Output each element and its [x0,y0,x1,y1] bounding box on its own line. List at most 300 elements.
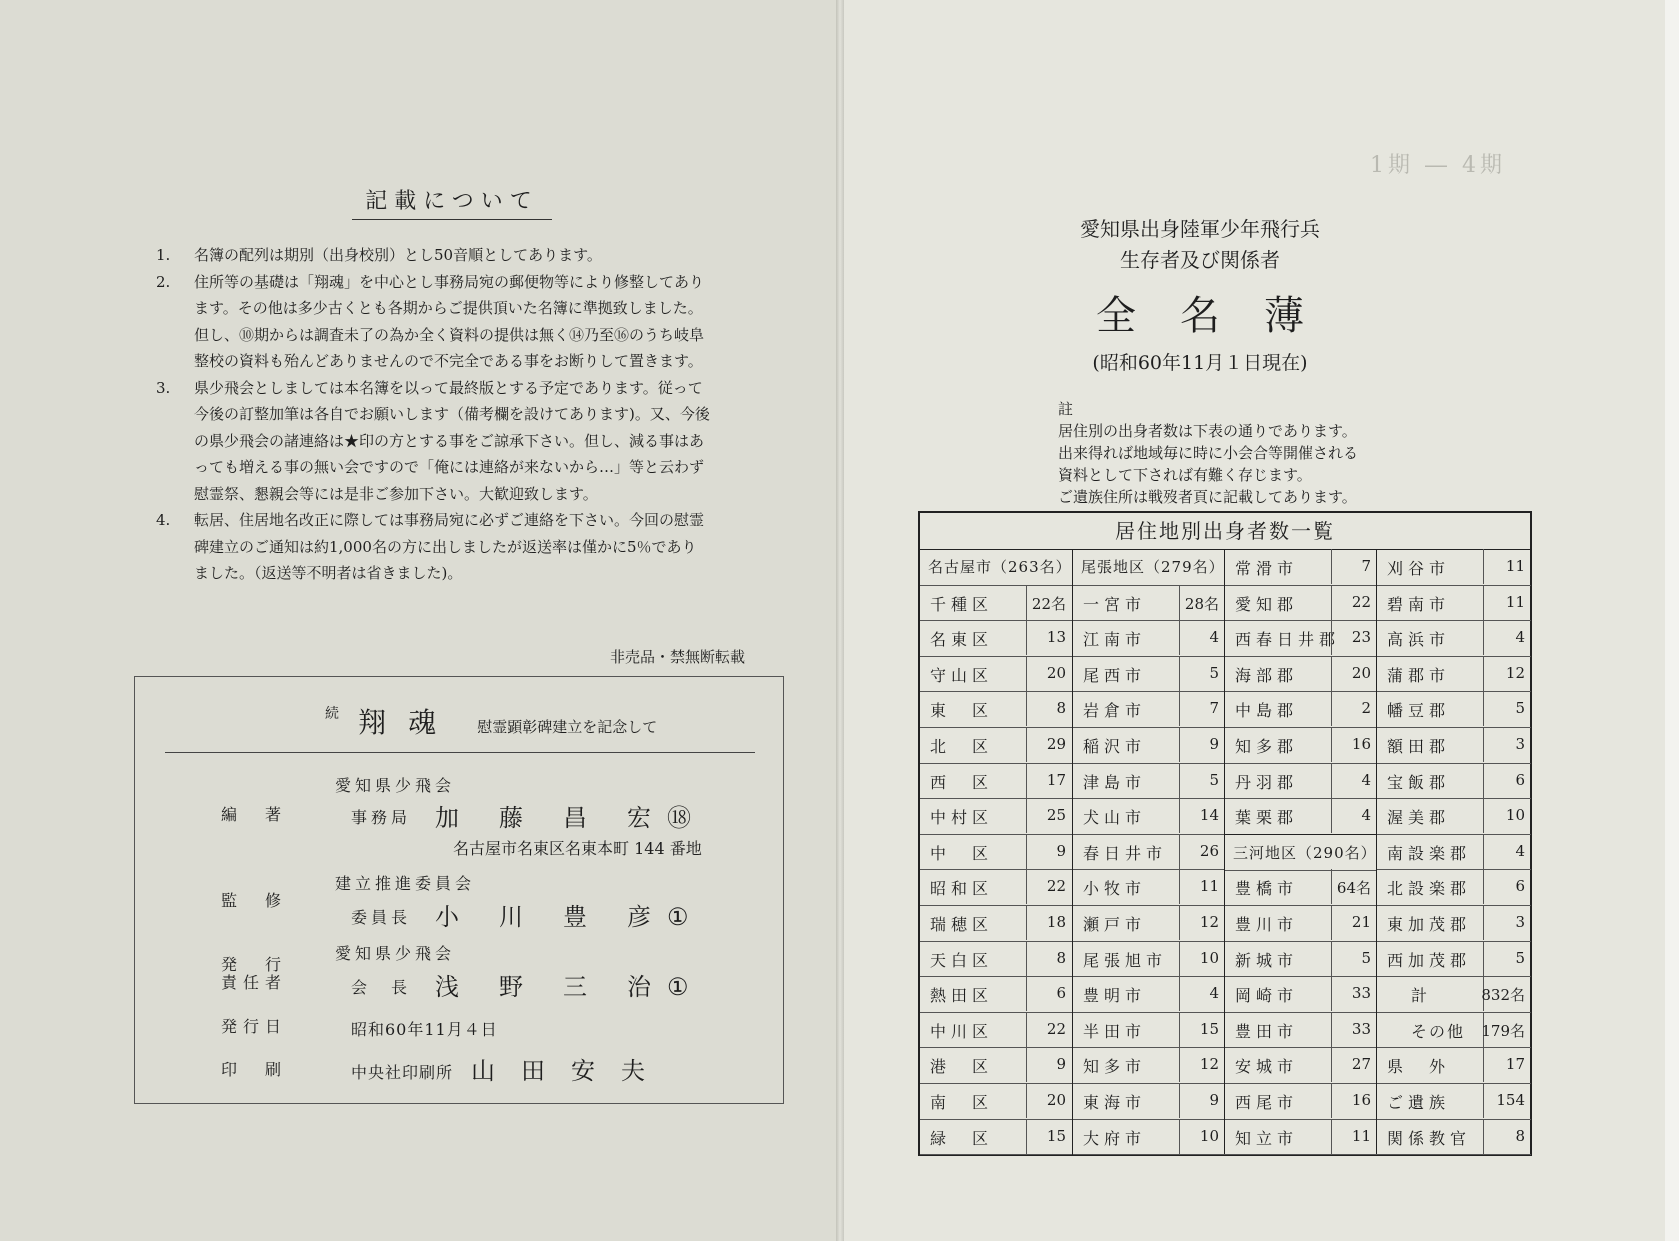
row-divider [1179,1083,1180,1118]
row-count: 5 [1515,699,1525,718]
row-count: 20 [1046,663,1066,682]
row-divider [1026,941,1027,976]
row-place: 尾西市 [1083,665,1147,685]
row-divider [1179,620,1180,655]
note-line: の県少飛会の諸連絡は★印の方とする事をご諒承下さい。但し、減る事はあ [194,431,705,450]
row-count: 4 [1515,841,1525,860]
table-column-gun-mikawa [1224,549,1377,1154]
row-count: 179名 [1481,1021,1525,1040]
row-divider [1331,1012,1332,1047]
row-place: 江南市 [1083,630,1147,650]
row-count: 8 [1515,1126,1525,1145]
row-divider [1179,834,1180,869]
row-count: 8 [1056,948,1066,967]
row-place: 渥美郡 [1387,808,1451,828]
row-count: 5 [1209,663,1219,682]
row-count: 9 [1056,841,1066,860]
supervisor-role: 委員長 [351,908,412,927]
row-place: 津島市 [1083,772,1147,792]
note-line: ました。（返送等不明者は省きました)。 [194,564,463,582]
row-divider [1026,869,1027,904]
table-row [920,1119,1072,1156]
row-divider [1331,620,1332,655]
table-column-nagoya [920,549,1072,1154]
row-divider [1179,1119,1180,1154]
row-place: 関係教官 [1387,1128,1472,1148]
table-row [1377,727,1531,764]
editor-address: 名古屋市名東区名東本町 144 番地 [453,839,702,858]
row-place: 中島郡 [1235,701,1299,721]
row-place: 南設楽郡 [1387,843,1472,863]
row-divider [1179,763,1180,798]
table-row [1377,869,1531,906]
row-place: 岩倉市 [1083,701,1147,721]
memo-line: ご遺族住所は戦歿者頁に記載してあります。 [1058,488,1357,506]
table-row [1377,976,1531,1013]
book-gutter [836,0,844,1241]
table-row [1377,834,1531,871]
publisher-label-2: 責任者 [221,973,288,992]
row-place: 港 区 [930,1057,994,1077]
table-row [1377,763,1531,800]
row-count: 9 [1209,735,1219,753]
row-count: 6 [1515,877,1525,896]
supervisor-org: 建立推進委員会 [335,874,476,893]
row-place: 海部郡 [1235,665,1299,685]
row-divider [1483,1083,1484,1118]
table-row [920,620,1072,657]
row-divider [1331,941,1332,976]
row-divider [1179,798,1180,833]
row-divider [1331,1047,1332,1082]
table-section-header [920,549,1072,586]
table-row [920,691,1072,728]
row-place: 西尾市 [1235,1093,1299,1112]
row-divider [1483,905,1484,940]
table-row [1073,941,1225,978]
row-place: 千種区 [930,594,994,614]
row-place: 北設楽郡 [1387,879,1472,899]
row-divider [1483,798,1484,833]
table-row [1073,1047,1225,1084]
row-count: 22 [1046,1019,1066,1038]
row-count: 20 [1046,1091,1066,1109]
row-divider [1331,549,1332,584]
row-divider [1026,620,1027,655]
table-row [920,869,1072,906]
table-column-mikawa-totals [1376,549,1531,1154]
row-place: 緑 区 [930,1128,994,1148]
table-row [920,905,1072,942]
table-row [920,834,1072,871]
printer-name: 山 田 安 夫 [471,1057,645,1085]
row-count: 154 [1496,1091,1525,1109]
row-count: 10 [1199,948,1219,967]
colophon-title [325,701,657,741]
row-count: 11 [1199,877,1219,896]
table-row [1073,834,1225,871]
row-count: 10 [1199,1126,1219,1145]
row-place: 知立市 [1235,1128,1299,1148]
table-row [1225,941,1377,978]
row-place: 豊川市 [1235,915,1299,934]
row-count: 2 [1361,699,1371,718]
row-divider [1026,691,1027,726]
note-line: ます。その他は多少古くとも各期からご提供頂いた名簿に準拠致しました。 [194,299,703,317]
table-row [1225,656,1377,693]
table-row [1377,941,1531,978]
table-row [1073,763,1225,800]
table-row [1225,798,1377,835]
row-divider [1483,549,1484,584]
row-place: 小牧市 [1083,879,1147,899]
table-row [1073,1119,1225,1156]
row-count: 18 [1046,913,1066,931]
editor-role: 事務局 [351,808,412,827]
table-row [1225,1119,1377,1156]
table-row [1377,1047,1531,1084]
table-row [1225,1047,1377,1084]
table-row [920,976,1072,1013]
zoku-label: 続 [325,706,339,722]
row-divider [1179,1012,1180,1047]
row-count: 20 [1351,663,1371,682]
table-row [920,941,1072,978]
row-place: 天白区 [930,950,994,970]
row-divider [1026,1119,1027,1154]
row-count: 22名 [1031,594,1066,613]
row-count: 12 [1199,1055,1219,1074]
row-divider [1483,834,1484,869]
row-divider [1026,905,1027,940]
row-place: 蒲郡市 [1387,665,1451,685]
row-place: 岡崎市 [1235,986,1299,1006]
row-divider [1331,905,1332,940]
row-place: 瀬戸市 [1083,915,1147,934]
row-count: 7 [1361,557,1371,575]
table-row [1377,1012,1531,1049]
row-divider [1331,798,1332,833]
row-place: 名古屋市（263名） [928,558,1072,576]
row-place: 安城市 [1235,1057,1299,1077]
row-place: 丹羽郡 [1235,772,1299,792]
table-row [1073,1012,1225,1049]
row-place: 東海市 [1083,1093,1147,1112]
row-count: 832名 [1481,986,1525,1005]
row-count: 16 [1351,735,1371,753]
row-count: 28名 [1184,594,1219,613]
colophon-divider [165,752,755,753]
row-place: 熱田区 [930,986,994,1006]
colophon-box [134,676,784,1104]
table-row [1073,869,1225,906]
table-row [920,727,1072,764]
table-row [1225,620,1377,657]
row-count: 11 [1351,1126,1371,1145]
roster-date: (昭和60年11月１日現在) [1092,352,1308,374]
note-number: 3. [156,378,171,397]
row-count: 4 [1209,628,1219,647]
date-value: 昭和60年11月４日 [351,1020,498,1039]
row-divider [1026,834,1027,869]
note-number: 4. [156,511,171,529]
row-count: 12 [1505,663,1525,682]
row-place: 大府市 [1083,1128,1147,1148]
row-divider [1483,656,1484,691]
row-place: 葉栗郡 [1235,808,1299,828]
table-row [1225,869,1377,906]
table-row [1225,1012,1377,1049]
row-divider [1179,585,1180,620]
row-divider [1483,691,1484,726]
table-row [1073,691,1225,728]
row-count: 5 [1209,770,1219,789]
row-divider [1331,727,1332,762]
row-count: 10 [1505,806,1525,825]
note-item [150,242,762,269]
row-count: 33 [1351,1019,1371,1038]
row-divider [1179,941,1180,976]
table-row [1073,656,1225,693]
row-count: 9 [1209,1091,1219,1109]
note-line: 住所等の基礎は「翔魂」を中心とし事務局宛の郵便物等により修整してあり [194,272,705,291]
row-place: ご遺族 [1387,1093,1451,1112]
row-count: 22 [1351,592,1371,611]
note-item [150,269,762,375]
note-number: 1. [156,246,171,264]
table-row [1377,620,1531,657]
row-divider [1331,763,1332,798]
row-count: 5 [1515,948,1525,967]
row-place: 昭和区 [930,879,994,899]
table-row [1377,691,1531,728]
row-divider [1331,691,1332,726]
row-count: 25 [1046,806,1066,825]
row-count: 15 [1046,1126,1066,1145]
row-divider [1331,976,1332,1011]
row-divider [1026,656,1027,691]
table-row [1073,1083,1225,1120]
notes-list [150,242,762,587]
table-row [1377,1119,1531,1156]
residence-table [918,511,1532,1156]
roster-title-line2: 生存者及び関係者 [1120,248,1280,272]
table-row [1377,585,1531,622]
row-divider [1179,869,1180,904]
row-divider [1179,976,1180,1011]
row-count: 8 [1056,699,1066,718]
table-row [1225,585,1377,622]
row-place: 瑞穂区 [930,915,994,934]
row-place: 新城市 [1235,950,1299,970]
row-count: 4 [1361,770,1371,789]
row-divider [1026,1083,1027,1118]
table-row [1073,905,1225,942]
row-count: 33 [1351,984,1371,1003]
table-row [920,1047,1072,1084]
row-divider [1179,691,1180,726]
row-count: 7 [1209,699,1219,718]
row-place: その他 [1411,1021,1466,1041]
row-divider [1026,585,1027,620]
note-line: 名簿の配列は期別（出身校別）とし50音順としてあります。 [194,246,602,264]
row-count: 27 [1351,1055,1371,1074]
table-row [1225,549,1377,586]
row-place: 碧南市 [1387,594,1451,614]
row-divider [1026,798,1027,833]
memo-line: 出来得れば地域毎に時に小会合等開催される [1058,444,1359,462]
row-count: 64名 [1336,879,1371,898]
table-row [1225,727,1377,764]
row-divider [1331,869,1332,904]
row-count: 17 [1505,1055,1525,1074]
row-divider [1483,869,1484,904]
row-place: 南 区 [930,1093,994,1112]
roster-main-title: 全名薄 [1096,293,1348,339]
row-place: 額田郡 [1387,737,1451,756]
printer-label: 印 刷 [221,1060,288,1079]
row-divider [1483,727,1484,762]
row-count: 29 [1046,735,1066,753]
note-line: 慰霊祭、懇親会等には是非ご参加下さい。大歓迎致します。 [194,484,598,503]
table-row [1073,727,1225,764]
roster-title-line1: 愛知県出身陸軍少年飛行兵 [1080,217,1320,241]
row-divider [1331,1119,1332,1154]
residence-table-title: 居住地別出身者数一覧 [920,513,1530,550]
table-row [920,656,1072,693]
row-place: 豊明市 [1083,986,1147,1006]
publisher-name: 浅 野 三 治 ① [435,973,689,1001]
row-place: 中川区 [930,1021,994,1041]
note-number: 2. [156,272,171,291]
row-place: 春日井市 [1083,843,1168,863]
not-for-sale-notice: 非売品・禁無断転載 [610,648,746,666]
row-count: 11 [1505,592,1525,611]
table-row [920,1012,1072,1049]
table-row [1073,976,1225,1013]
row-count: 4 [1361,806,1371,825]
row-place: 半田市 [1083,1021,1147,1041]
date-label: 発行日 [221,1017,288,1036]
table-row [1073,620,1225,657]
row-place: 守山区 [930,665,994,685]
row-place: 豊田市 [1235,1021,1299,1041]
row-place: 尾張地区（279名） [1081,558,1225,576]
row-place: 犬山市 [1083,808,1147,828]
row-count: 3 [1515,735,1525,753]
editor-label: 編 著 [221,805,288,824]
supervisor-label: 監 修 [221,891,288,910]
row-count: 11 [1505,557,1525,575]
notes-title: 記載について [352,184,552,220]
row-place: 知多郡 [1235,737,1299,756]
row-divider [1026,727,1027,762]
row-place: 稲沢市 [1083,737,1147,756]
table-row [920,1083,1072,1120]
row-place: 北 区 [930,737,994,756]
table-section-header [1073,549,1225,586]
row-divider [1179,1047,1180,1082]
row-divider [1331,585,1332,620]
row-place: 西 区 [930,772,994,792]
page-edge [1665,0,1679,1241]
table-section-header [1225,834,1377,872]
note-item [150,375,762,508]
row-place: 宝飯郡 [1387,772,1451,792]
row-divider [1331,1083,1332,1118]
table-row [1073,798,1225,835]
row-count: 21 [1351,913,1371,931]
table-row [1377,1083,1531,1120]
row-divider [1026,976,1027,1011]
table-row [1225,905,1377,942]
left-page [0,0,838,1241]
memo-line: 資料として下されば有難く存じます。 [1058,466,1312,484]
note-line: 今後の訂整加筆は各自でお願いします（備考欄を設けてあります)。又、今後 [194,405,710,423]
row-place: 愛知郡 [1235,594,1299,614]
publisher-label: 発 行 [221,955,288,974]
row-place: 東加茂郡 [1387,915,1472,934]
roster-memo [1058,398,1358,508]
table-row [1377,656,1531,693]
row-place: 幡豆郡 [1387,701,1451,721]
row-place: 西加茂郡 [1387,950,1472,970]
table-row [1225,691,1377,728]
row-divider [1483,1047,1484,1082]
row-divider [1483,620,1484,655]
note-line: っても増える事の無い会ですので「俺には連絡が来ないから…」等と云わず [194,458,705,476]
row-place: 三河地区（290名） [1233,843,1377,862]
row-place: 西春日井郡 [1235,630,1341,650]
row-count: 23 [1351,628,1371,647]
row-divider [1331,656,1332,691]
row-place: 高浜市 [1387,630,1451,650]
table-row [1377,798,1531,835]
row-count: 4 [1209,984,1219,1003]
row-divider [1179,905,1180,940]
printer-org: 中央社印刷所 [351,1063,454,1082]
row-count: 4 [1515,628,1525,647]
table-row [1073,585,1225,622]
publisher-role: 会 長 [351,978,412,997]
editor-org: 愛知県少飛会 [335,776,456,795]
row-count: 14 [1199,806,1219,825]
note-line: 転居、住居地名改正に際しては事務局宛に必ずご連絡を下さい。今回の慰霊 [194,511,705,529]
row-count: 13 [1046,628,1066,647]
row-place: 名東区 [930,630,994,650]
row-place: 一宮市 [1083,594,1147,614]
table-row [1225,976,1377,1013]
note-line: 県少飛会としましては本名簿を以って最終版とする予定であります。従って [194,378,703,397]
note-item [150,507,762,587]
row-place: 中村区 [930,808,994,828]
note-line: 但し、⑩期からは調査未了の為か全く資料の提供は無く⑭乃至⑯のうち岐阜 [194,325,705,344]
bleed-through-header: 1期 ― 4期 [1370,153,1506,178]
book-subtitle: 慰霊顕彰碑建立を記念して [477,718,658,736]
editor-name: 加 藤 昌 宏 ⑱ [435,804,691,832]
row-count: 6 [1056,984,1066,1003]
row-count: 17 [1046,770,1066,789]
row-place: 計 [1411,986,1430,1006]
row-count: 3 [1515,913,1525,931]
book-title: 翔魂 [358,706,459,739]
row-divider [1026,1047,1027,1082]
row-divider [1026,763,1027,798]
row-count: 5 [1361,948,1371,967]
row-count: 6 [1515,770,1525,789]
row-place: 中 区 [930,843,994,863]
row-place: 東 区 [930,701,994,721]
